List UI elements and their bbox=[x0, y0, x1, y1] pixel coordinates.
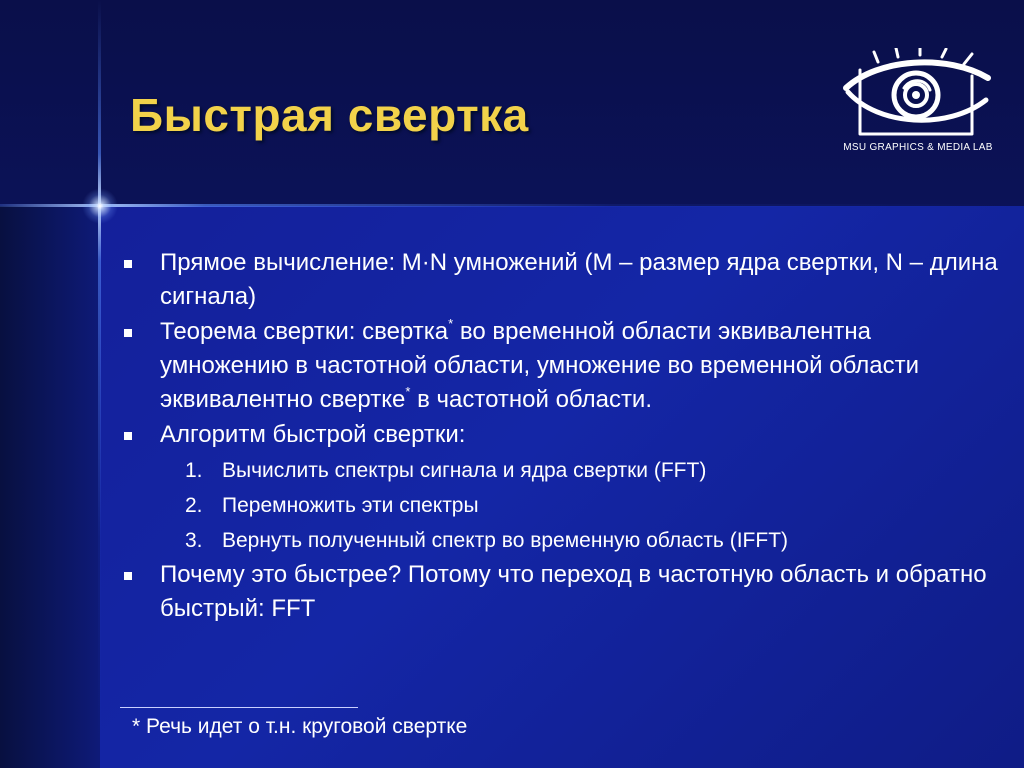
footnote-divider bbox=[120, 707, 358, 708]
bullet-text-part: во временной области эквивалентна умножению в частотной области, умножение во временной области эквивалентно свертке bbox=[160, 318, 919, 413]
step-text: Вычислить спектры сигнала и ядра свертки (FFT) bbox=[222, 459, 707, 482]
square-bullet-icon bbox=[124, 572, 132, 580]
bullet-text: Алгоритм быстрой свертки: bbox=[160, 421, 466, 448]
step-text: Вернуть полученный спектр во временную область (IFFT) bbox=[222, 529, 789, 552]
light-flare bbox=[82, 188, 118, 224]
bullet-text: Прямое вычисление: M·N умножений (M – размер ядра свертки, N – длина сигнала) bbox=[160, 249, 998, 310]
square-bullet-icon bbox=[124, 260, 132, 268]
horizontal-light-line bbox=[0, 204, 1024, 207]
square-bullet-icon bbox=[124, 329, 132, 337]
bullet-item bbox=[122, 315, 1002, 417]
step-number: 1. bbox=[185, 459, 203, 482]
bullet-text: Почему это быстрее? Потому что переход в частотную область и обратно быстрый: FFT bbox=[160, 561, 987, 622]
bullet-item bbox=[122, 246, 1002, 314]
square-bullet-icon bbox=[124, 432, 132, 440]
footnote-marker: * bbox=[405, 384, 411, 399]
slide-body bbox=[122, 246, 1002, 627]
step-text: Перемножить эти спектры bbox=[222, 494, 479, 517]
footnote: * Речь идет о т.н. круговой свертке bbox=[132, 715, 468, 738]
numbered-step bbox=[122, 488, 1002, 523]
step-number: 3. bbox=[185, 529, 203, 552]
bullet-text-part: Теорема свертки: свертка bbox=[160, 318, 449, 345]
bullet-item bbox=[122, 558, 1002, 626]
logo-caption: MSU GRAPHICS & MEDIA LAB bbox=[843, 142, 993, 153]
bullet-text-part: в частотной области. bbox=[410, 386, 653, 413]
slide-title: Быстрая свертка bbox=[130, 89, 529, 141]
step-number: 2. bbox=[185, 494, 203, 517]
vertical-light-line bbox=[98, 0, 101, 768]
numbered-step bbox=[122, 523, 1002, 558]
numbered-step bbox=[122, 453, 1002, 488]
footnote-marker: * bbox=[448, 316, 454, 331]
left-margin-band bbox=[0, 206, 100, 768]
bullet-item bbox=[122, 418, 1002, 452]
